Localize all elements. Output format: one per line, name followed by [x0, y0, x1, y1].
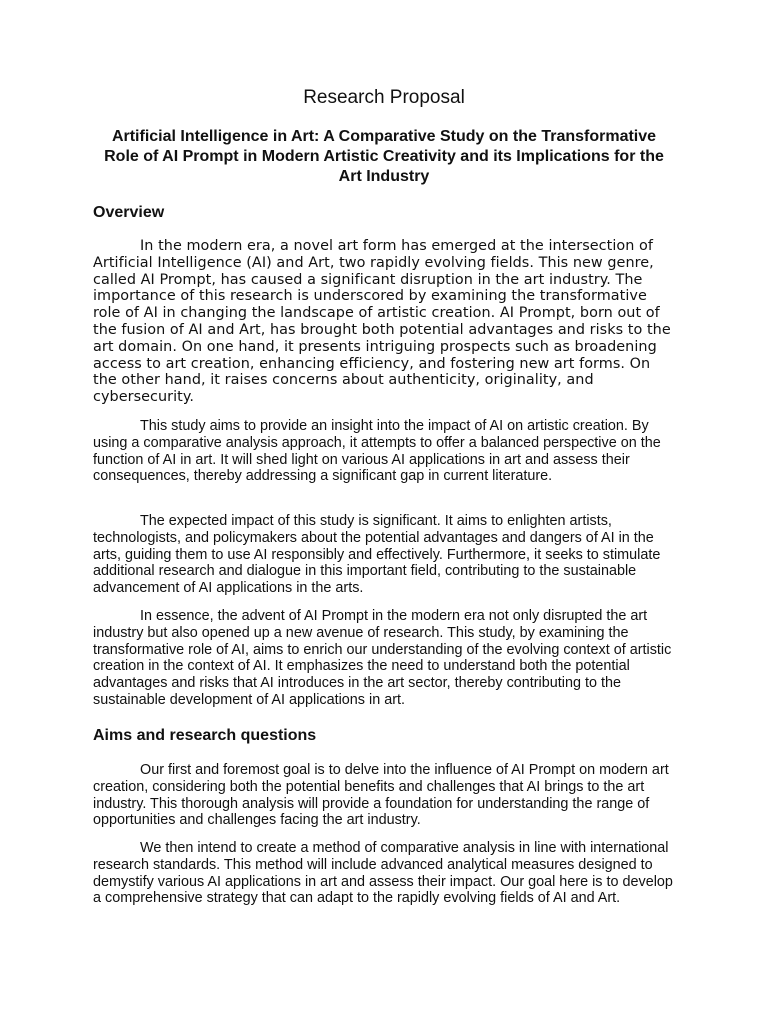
aims-paragraph: Our first and foremost goal is to delve into the influence of AI Prompt on modern art creation, considering both the potential benefits and challenges that AI brings to the art industry. This thorough analysis will provide a foundation for understanding the range of opportunities and challenges facing the art industry. — [93, 762, 669, 829]
aims-heading: Aims and research questions — [93, 727, 317, 744]
document-subtitle: Artificial Intelligence in Art: A Comparative Study on the Transformative Role of AI Prompt in Modern Artistic Creativity and its Implications for the Art Industry — [104, 128, 664, 185]
overview-paragraph: This study aims to provide an insight into the impact of AI on artistic creation. By using a comparative analysis approach, it attempts to offer a balanced perspective on the function of AI in art. It will shed light on various AI applications in art and assess their consequences, thereby addressing a significant gap in current literature. — [93, 418, 661, 485]
overview-paragraph: In the modern era, a novel art form has emerged at the intersection of Artificial Intelligence (AI) and Art, two rapidly evolving fields. This new genre, called AI Prompt, has caused a significant disruption in the art industry. The importance of this research is underscored by examining the transformative role of AI in changing the landscape of artistic creation. AI Prompt, born out of the fusion of AI and Art, has brought both potential advantages and risks to the art domain. On one hand, it presents intriguing prospects such as broadening access to art creation, enhancing efficiency, and fostering new art forms. On the other hand, it raises concerns about authenticity, originality, and cybersecurity. — [93, 238, 671, 406]
overview-heading: Overview — [93, 204, 165, 221]
document-title: Research Proposal — [303, 87, 465, 108]
aims-paragraph: We then intend to create a method of comparative analysis in line with international research standards. This method will include advanced analytical measures designed to demystify various AI applications in art and assess their impact. Our goal here is to develop a comprehensive strategy that can adapt to the rapidly evolving fields of AI and Art. — [93, 840, 673, 907]
overview-paragraph: In essence, the advent of AI Prompt in the modern era not only disrupted the art industry but also opened up a new avenue of research. This study, by examining the transformative role of AI, aims to enrich our understanding of the evolving context of artistic creation in the context of AI. It emphasizes the need to understand both the potential advantages and risks that AI introduces in the art sector, thereby contributing to the sustainable development of AI applications in art. — [93, 608, 672, 708]
overview-paragraph: The expected impact of this study is significant. It aims to enlighten artists, technologists, and policymakers about the potential advantages and dangers of AI in the arts, guiding them to use AI responsibly and effectively. Furthermore, it seeks to stimulate additional research and dialogue in this important field, contributing to the sustainable advancement of AI applications in the arts. — [93, 513, 661, 597]
